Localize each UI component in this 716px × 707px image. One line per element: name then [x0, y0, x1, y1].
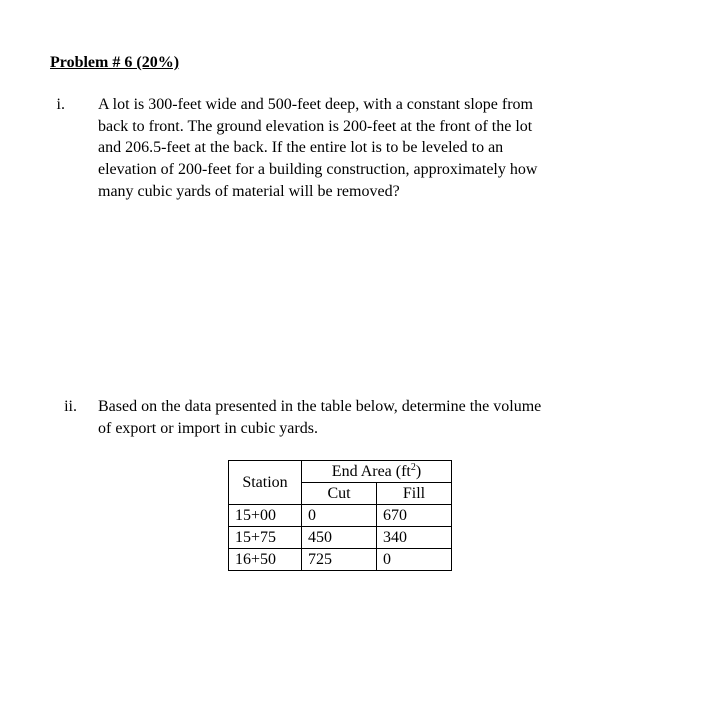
table-row — [229, 549, 452, 571]
problem-i-line: and 206.5-feet at the back. If the entire lot is to be leveled to an — [98, 139, 504, 157]
problem-i-line: A lot is 300-feet wide and 500-feet deep, with a constant slope from — [98, 96, 533, 113]
cut-cell: 725 — [302, 549, 377, 571]
problem-i-line: many cubic yards of material will be removed? — [98, 182, 400, 200]
problem-ii-line: of export or import in cubic yards. — [98, 419, 318, 437]
table-header-row — [229, 461, 452, 483]
station-cell: 15+75 — [229, 527, 302, 549]
fill-cell: 0 — [377, 549, 452, 571]
cut-header: Cut — [302, 483, 377, 505]
problem-i-text — [98, 94, 628, 203]
fill-header: Fill — [377, 483, 452, 505]
fill-cell: 340 — [377, 527, 452, 549]
fill-cell: 670 — [377, 505, 452, 527]
problem-ii-text — [98, 396, 628, 439]
end-area-header — [302, 461, 452, 483]
end-area-table — [228, 460, 452, 571]
problem-title: Problem # 6 (20%) — [50, 54, 180, 71]
cut-cell: 0 — [302, 505, 377, 527]
table-row — [229, 505, 452, 527]
table-row — [229, 527, 452, 549]
station-cell: 15+00 — [229, 505, 302, 527]
problem-ii-line: Based on the data presented in the table below, determine the volume — [98, 398, 542, 415]
problem-i-line: back to front. The ground elevation is 200-feet at the front of the lot — [98, 117, 533, 135]
problem-i-line: elevation of 200-feet for a building construction, approximately how — [98, 161, 538, 179]
problem-i-number: i. — [56, 96, 65, 113]
end-area-header-superscript: 2 — [410, 461, 416, 473]
end-area-header-text: End Area (ft — [331, 462, 411, 480]
end-area-header-close: ) — [415, 462, 422, 480]
cut-cell: 450 — [302, 527, 377, 549]
problem-ii-number: ii. — [64, 398, 77, 415]
station-cell: 16+50 — [229, 549, 302, 571]
station-header: Station — [229, 461, 302, 505]
